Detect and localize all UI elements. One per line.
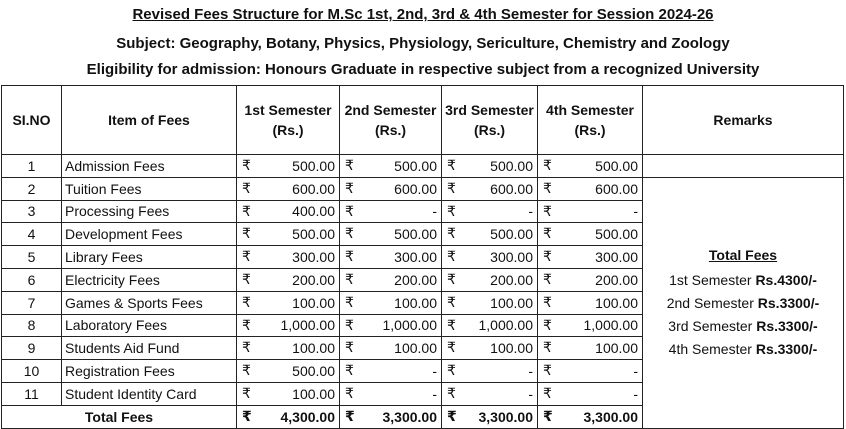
amount-cell — [442, 155, 538, 178]
amount-cell — [538, 360, 643, 383]
row-item: Development Fees — [62, 223, 237, 246]
row-slno: 2 — [2, 177, 62, 200]
amount-value: 100.00 — [292, 294, 335, 311]
rupee-symbol: ₹ — [345, 270, 354, 287]
rupee-symbol: ₹ — [345, 179, 354, 196]
document-title: Revised Fees Structure for M.Sc 1st, 2nd, 3rd & 4th Semester for Session 2024-26 — [132, 6, 714, 23]
remarks-amount: Rs.4300/- — [755, 272, 817, 289]
amount-cell — [340, 382, 442, 405]
rupee-symbol: ₹ — [345, 293, 354, 310]
rupee-symbol: ₹ — [242, 248, 251, 265]
total-label: Total Fees — [2, 405, 237, 428]
remarks-line — [643, 292, 843, 315]
amount-value: 1,000.00 — [583, 317, 638, 334]
header-sem1: 1st Semester (Rs.) — [237, 86, 340, 155]
rupee-symbol: ₹ — [447, 362, 456, 379]
amount-cell — [442, 223, 538, 246]
amount-cell — [442, 177, 538, 200]
amount-value: - — [633, 363, 638, 380]
amount-cell — [340, 155, 442, 178]
row-item: Laboratory Fees — [62, 314, 237, 337]
amount-value: 3,300.00 — [583, 408, 638, 425]
header-sem2: 2nd Semester (Rs.) — [340, 86, 442, 155]
amount-value: - — [432, 385, 437, 402]
row-item: Admission Fees — [62, 155, 237, 178]
header-remarks: Remarks — [643, 86, 844, 155]
rupee-symbol: ₹ — [543, 270, 552, 287]
rupee-symbol: ₹ — [447, 225, 456, 242]
remarks-amount: Rs.3300/- — [757, 295, 820, 312]
amount-cell — [237, 246, 340, 269]
rupee-symbol: ₹ — [543, 225, 552, 242]
amount-value: 500.00 — [292, 226, 335, 243]
rupee-symbol: ₹ — [345, 339, 354, 356]
rupee-symbol: ₹ — [447, 248, 456, 265]
amount-cell — [237, 360, 340, 383]
row-slno: 3 — [2, 200, 62, 223]
rupee-symbol: ₹ — [242, 270, 251, 287]
rupee-symbol: ₹ — [345, 202, 354, 219]
amount-value: - — [432, 203, 437, 220]
amount-cell — [538, 314, 643, 337]
remarks-amount: Rs.3300/- — [755, 341, 818, 358]
amount-cell — [442, 200, 538, 223]
amount-value: - — [528, 203, 533, 220]
amount-value: 100.00 — [490, 294, 533, 311]
amount-value: 500.00 — [292, 157, 335, 174]
rupee-symbol: ₹ — [242, 339, 251, 356]
amount-value: 300.00 — [490, 249, 533, 266]
rupee-symbol: ₹ — [242, 202, 251, 219]
remarks-line — [643, 315, 843, 338]
amount-value: 200.00 — [394, 271, 437, 288]
remarks-amount: Rs.3300/- — [756, 318, 818, 335]
amount-cell — [340, 223, 442, 246]
amount-cell — [340, 360, 442, 383]
row-item: Electricity Fees — [62, 268, 237, 291]
amount-cell — [237, 155, 340, 178]
amount-value: 100.00 — [394, 340, 437, 357]
table-row — [2, 155, 844, 178]
remarks-blank-cell — [643, 155, 844, 178]
rupee-symbol: ₹ — [242, 316, 251, 333]
amount-cell — [340, 314, 442, 337]
rupee-symbol: ₹ — [242, 362, 251, 379]
amount-value: 200.00 — [292, 271, 335, 288]
remarks-cell — [643, 177, 844, 428]
amount-value: 100.00 — [394, 294, 437, 311]
amount-value: 4,300.00 — [280, 408, 335, 425]
amount-value: 100.00 — [292, 340, 335, 357]
row-item: Students Aid Fund — [62, 337, 237, 360]
amount-cell — [442, 268, 538, 291]
rupee-symbol: ₹ — [543, 384, 552, 401]
amount-cell — [538, 268, 643, 291]
rupee-symbol: ₹ — [345, 407, 355, 424]
amount-cell — [237, 177, 340, 200]
remarks-line — [643, 338, 843, 361]
header-sem4: 4th Semester (Rs.) — [538, 86, 643, 155]
amount-cell — [237, 405, 340, 428]
amount-value: 3,300.00 — [382, 408, 437, 425]
rupee-symbol: ₹ — [345, 248, 354, 265]
amount-cell — [442, 291, 538, 314]
rupee-symbol: ₹ — [543, 248, 552, 265]
amount-value: 1,000.00 — [382, 317, 437, 334]
row-item: Games & Sports Fees — [62, 291, 237, 314]
amount-cell — [340, 291, 442, 314]
header-sem3: 3rd Semester (Rs.) — [442, 86, 538, 155]
rupee-symbol: ₹ — [345, 362, 354, 379]
rupee-symbol: ₹ — [543, 316, 552, 333]
rupee-symbol: ₹ — [543, 179, 552, 196]
remarks-semester: 3rd Semester — [668, 318, 753, 335]
row-item: Tuition Fees — [62, 177, 237, 200]
row-item: Registration Fees — [62, 360, 237, 383]
amount-cell — [538, 382, 643, 405]
rupee-symbol: ₹ — [345, 316, 354, 333]
remarks-semester: 1st Semester — [669, 272, 752, 289]
amount-value: 100.00 — [292, 385, 335, 402]
amount-value: - — [528, 385, 533, 402]
amount-cell — [538, 246, 643, 269]
remarks-semester: 2nd Semester — [666, 295, 754, 312]
amount-value: 1,000.00 — [478, 317, 533, 334]
rupee-symbol: ₹ — [447, 179, 456, 196]
amount-cell — [538, 291, 643, 314]
amount-cell — [237, 223, 340, 246]
row-slno: 11 — [2, 382, 62, 405]
amount-value: - — [633, 203, 638, 220]
amount-value: 600.00 — [394, 180, 437, 197]
amount-cell — [538, 177, 643, 200]
amount-cell — [538, 155, 643, 178]
remarks-semester: 4th Semester — [668, 341, 752, 358]
rupee-symbol: ₹ — [447, 202, 456, 219]
amount-cell — [538, 223, 643, 246]
amount-value: 300.00 — [595, 249, 638, 266]
amount-value: 500.00 — [394, 157, 437, 174]
rupee-symbol: ₹ — [345, 384, 354, 401]
remarks-line — [643, 269, 843, 292]
amount-cell — [237, 200, 340, 223]
row-slno: 6 — [2, 268, 62, 291]
rupee-symbol: ₹ — [242, 407, 252, 424]
amount-value: 500.00 — [490, 157, 533, 174]
subject-line: Subject: Geography, Botany, Physics, Physiology, Sericulture, Chemistry and Zoology — [116, 35, 730, 52]
rupee-symbol: ₹ — [543, 202, 552, 219]
rupee-symbol: ₹ — [242, 179, 251, 196]
rupee-symbol: ₹ — [447, 270, 456, 287]
row-slno: 10 — [2, 360, 62, 383]
amount-cell — [237, 337, 340, 360]
rupee-symbol: ₹ — [242, 384, 251, 401]
amount-value: 100.00 — [490, 340, 533, 357]
rupee-symbol: ₹ — [543, 157, 552, 173]
rupee-symbol: ₹ — [543, 339, 552, 356]
amount-value: 3,300.00 — [478, 408, 533, 425]
amount-cell — [340, 405, 442, 428]
rupee-symbol: ₹ — [447, 407, 457, 424]
amount-cell — [340, 337, 442, 360]
rupee-symbol: ₹ — [447, 384, 456, 401]
amount-value: 600.00 — [490, 180, 533, 197]
amount-value: 200.00 — [490, 271, 533, 288]
amount-value: 600.00 — [292, 180, 335, 197]
row-slno: 8 — [2, 314, 62, 337]
amount-value: 500.00 — [595, 226, 638, 243]
rupee-symbol: ₹ — [543, 407, 553, 424]
header-item: Item of Fees — [62, 86, 237, 155]
amount-value: 400.00 — [292, 203, 335, 220]
amount-cell — [237, 268, 340, 291]
amount-cell — [538, 337, 643, 360]
rupee-symbol: ₹ — [345, 225, 354, 242]
header-row — [2, 86, 844, 155]
amount-value: 100.00 — [595, 294, 638, 311]
amount-cell — [340, 246, 442, 269]
row-slno: 9 — [2, 337, 62, 360]
amount-value: 500.00 — [490, 226, 533, 243]
rupee-symbol: ₹ — [447, 316, 456, 333]
amount-cell — [442, 246, 538, 269]
amount-cell — [340, 268, 442, 291]
rupee-symbol: ₹ — [447, 157, 456, 173]
rupee-symbol: ₹ — [242, 225, 251, 242]
amount-value: 500.00 — [292, 363, 335, 380]
amount-value: 100.00 — [595, 340, 638, 357]
amount-cell — [340, 177, 442, 200]
rupee-symbol: ₹ — [543, 362, 552, 379]
row-item: Student Identity Card — [62, 382, 237, 405]
fees-table — [1, 85, 844, 429]
rupee-symbol: ₹ — [345, 157, 354, 173]
row-slno: 1 — [2, 155, 62, 178]
amount-value: 500.00 — [394, 226, 437, 243]
row-slno: 5 — [2, 246, 62, 269]
fees-table-body — [2, 155, 844, 429]
amount-value: 300.00 — [394, 249, 437, 266]
amount-value: 200.00 — [595, 271, 638, 288]
header-slno: SI.NO — [2, 86, 62, 155]
row-slno: 7 — [2, 291, 62, 314]
amount-cell — [442, 405, 538, 428]
table-row — [2, 177, 844, 200]
amount-value: - — [633, 385, 638, 402]
amount-cell — [538, 200, 643, 223]
row-item: Library Fees — [62, 246, 237, 269]
amount-cell — [442, 314, 538, 337]
amount-value: 500.00 — [595, 157, 638, 174]
amount-cell — [237, 291, 340, 314]
amount-cell — [237, 314, 340, 337]
amount-value: 300.00 — [292, 249, 335, 266]
rupee-symbol: ₹ — [447, 339, 456, 356]
amount-cell — [442, 360, 538, 383]
amount-value: - — [528, 363, 533, 380]
amount-value: - — [432, 363, 437, 380]
rupee-symbol: ₹ — [447, 293, 456, 310]
remarks-title: Total Fees — [708, 247, 778, 264]
amount-cell — [442, 382, 538, 405]
amount-value: 600.00 — [595, 180, 638, 197]
amount-cell — [237, 382, 340, 405]
amount-cell — [442, 337, 538, 360]
rupee-symbol: ₹ — [543, 293, 552, 310]
amount-value: 1,000.00 — [280, 317, 335, 334]
eligibility-line: Eligibility for admission: Honours Graduate in respective subject from a recognized University — [86, 61, 760, 78]
amount-cell — [538, 405, 643, 428]
row-slno: 4 — [2, 223, 62, 246]
row-item: Processing Fees — [62, 200, 237, 223]
rupee-symbol: ₹ — [242, 157, 251, 173]
rupee-symbol: ₹ — [242, 293, 251, 310]
amount-cell — [340, 200, 442, 223]
